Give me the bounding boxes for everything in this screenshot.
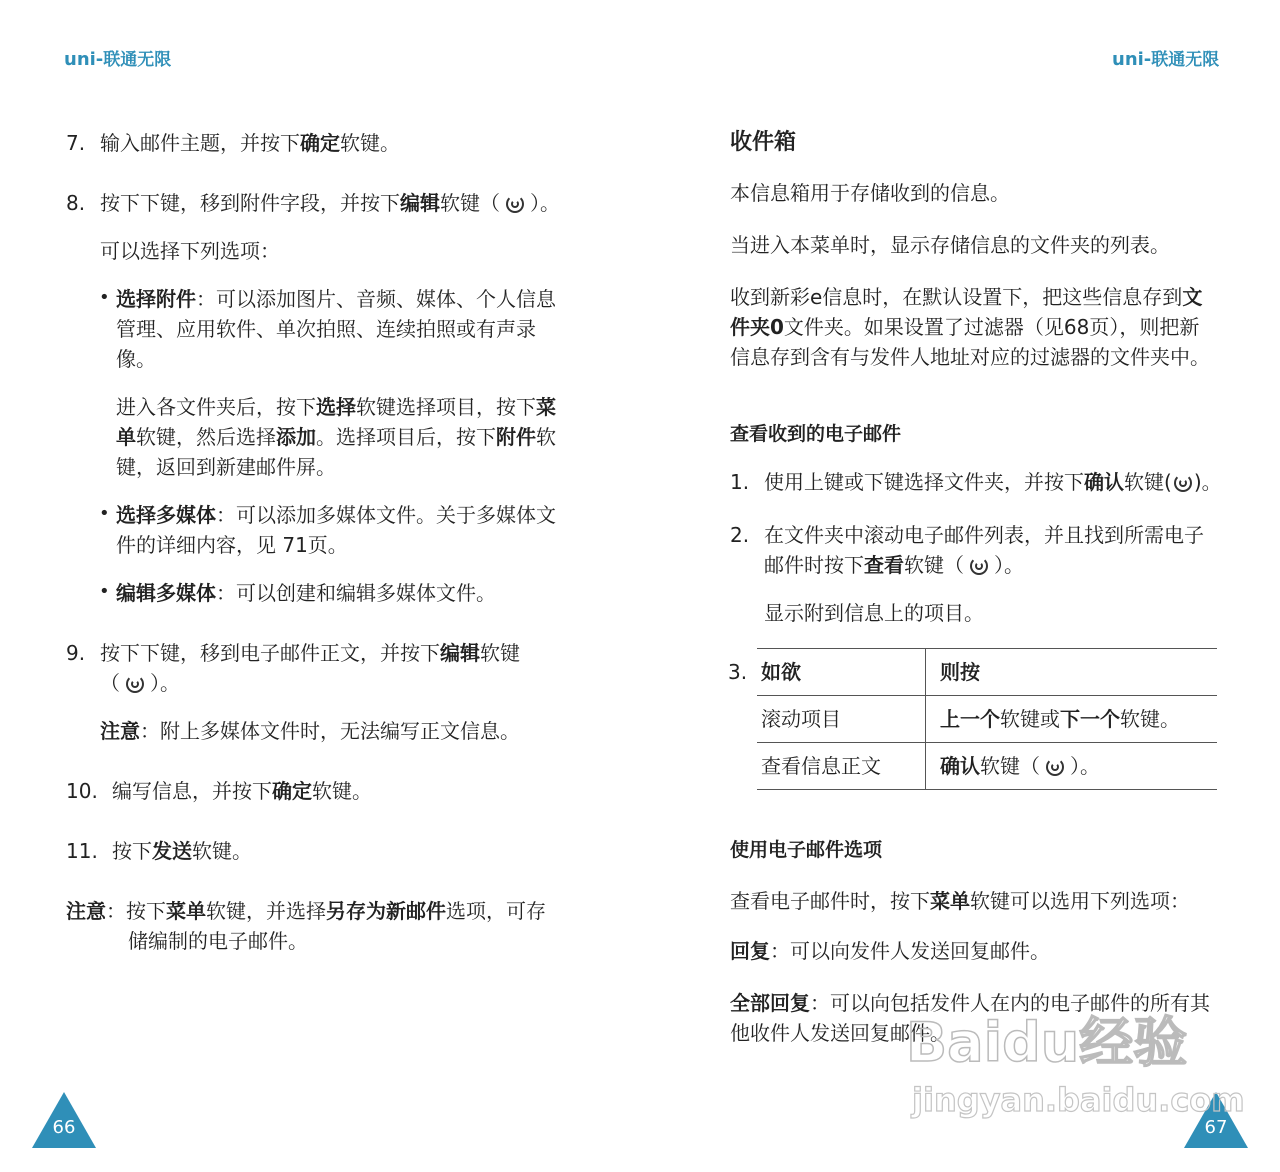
options-table [757,648,1217,790]
table-header-cell: 如欲 [757,649,926,696]
subheading-view-email: 查看收到的电子邮件 [730,423,902,445]
watermark-logo: Baidu经验 [906,1011,1188,1074]
view-step-2-note: 显示附到信息上的项目。 [764,601,984,625]
option-reply: 回复：可以向发件人发送回复邮件。 [730,939,1050,963]
view-step-3-num: 3. [728,660,748,684]
table-cell: 确认软键（ ）。 [926,743,1218,790]
paragraph-2: 当进入本菜单时，显示存储信息的文件夹的列表。 [730,233,1170,257]
page-number: 66 [52,1117,76,1138]
bullet-select-multimedia: • 选择多媒体：可以添加多媒体文件。关于多媒体文 件的详细内容，见 71页。 [116,500,556,560]
step-10: 10. 编写信息，并按下确定软键。 [66,779,372,803]
soft-key-icon [1046,758,1064,776]
step-7: 7. 输入邮件主题，并按下确定软键。 [66,131,400,155]
soft-key-icon [970,557,988,575]
step-8: 8. 按下下键，移到附件字段，并按下编辑软键（ ）。 [66,191,560,215]
right-page [640,0,1280,1172]
option-reply-all: 全部回复：可以向包括发件人在内的电子邮件的所有其 他收件人发送回复邮件。 [730,991,1210,1045]
bullet-icon: • [99,503,110,524]
page-number: 67 [1204,1117,1228,1138]
view-step-2: 2. 在文件夹中滚动电子邮件列表，并且找到所需电子 邮件时按下查看软键（ ）。 [730,523,1204,577]
note-save-draft: 注意：按下菜单软键，并选择另存为新邮件选项，可存 储编制的电子邮件。 [66,899,546,953]
brand-header: uni-联通无限 [1112,49,1220,70]
bullet-icon: • [99,287,110,308]
soft-key-icon [126,675,144,693]
section-heading: 收件箱 [730,130,797,155]
step-11: 11. 按下发送软键。 [66,839,252,863]
paragraph-3: 收到新彩e信息时，在默认设置下，把这些信息存到文 件夹0文件夹。如果设置了过滤器（见68页），则把新 信息存到含有与发件人地址对应的过滤器的文件夹中。 [730,285,1210,369]
paragraph-options-intro: 查看电子邮件时，按下菜单软键可以选用下列选项： [730,889,1190,913]
options-intro: 可以选择下列选项： [100,239,280,263]
table-row [757,696,1217,743]
view-step-1: 1. 使用上键或下键选择文件夹，并按下确认软键( )。 [730,470,1222,494]
bullet-select-attachment: • 选择附件：可以添加图片、音频、媒体、个人信息 管理、应用软件、单次拍照、连续拍照或有声录 像。 [116,284,556,374]
soft-key-icon [506,195,524,213]
paragraph-1: 本信息箱用于存储收到的信息。 [730,181,1010,205]
subheading-email-options: 使用电子邮件选项 [730,839,883,861]
table-cell: 滚动项目 [757,696,926,743]
table-cell: 查看信息正文 [757,743,926,790]
table-header-row [757,649,1217,696]
step-9: 9. 按下下键，移到电子邮件正文，并按下编辑软键 （ ）。 [66,641,520,695]
note-multimedia: 注意：附上多媒体文件时，无法编写正文信息。 [100,719,520,743]
folders-paragraph: 进入各文件夹后，按下选择软键选择项目，按下菜 单软键，然后选择添加。选择项目后，按下附件软 键，返回到新建邮件屏。 [116,395,556,479]
brand-header: uni-联通无限 [64,49,172,70]
table-cell: 上一个软键或下一个软键。 [926,696,1218,743]
bullet-edit-multimedia: • 编辑多媒体：可以创建和编辑多媒体文件。 [116,578,496,608]
watermark-url: jingyan.baidu.com [912,1081,1245,1119]
table-header-cell: 则按 [926,649,1218,696]
soft-key-icon [1174,474,1192,492]
table-row [757,743,1217,790]
bullet-icon: • [99,581,110,602]
